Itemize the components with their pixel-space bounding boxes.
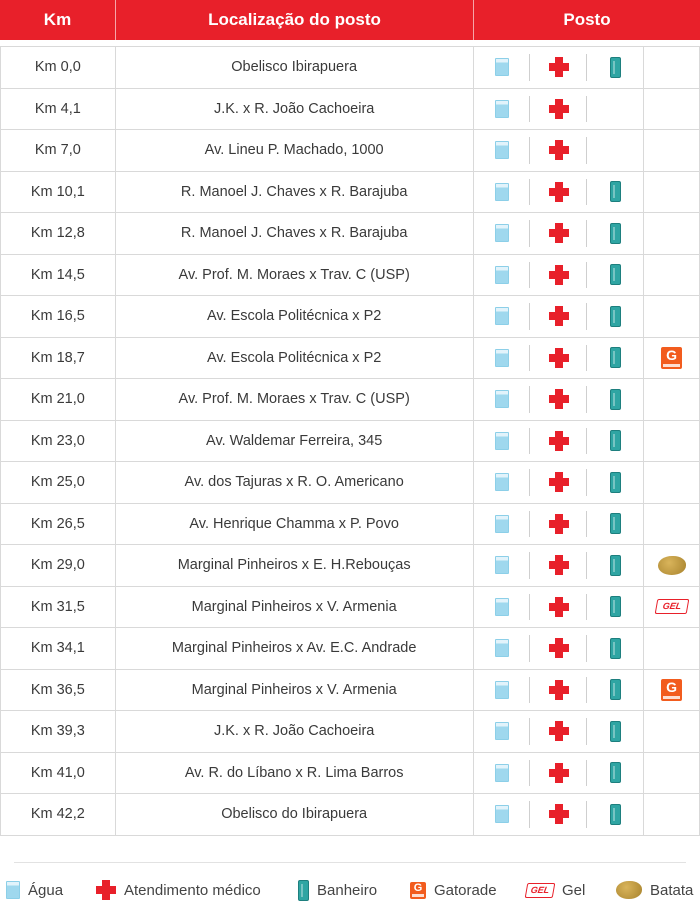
medical-cross-icon [549, 638, 569, 658]
medical-cross-icon [549, 99, 569, 119]
legend-label: Água [28, 881, 64, 899]
medical-cross-icon [549, 555, 569, 575]
water-icon [495, 58, 509, 76]
row-localizacao: R. Manoel J. Chaves x R. Barajuba [116, 172, 474, 213]
gatorade-icon: G [410, 882, 426, 899]
row-localizacao: Marginal Pinheiros x V. Armenia [116, 670, 474, 711]
bathroom-icon [610, 264, 621, 285]
water-icon [495, 805, 509, 823]
gel-icon: GEL [654, 599, 689, 614]
row-km: Km 25,0 [1, 462, 116, 503]
row-icon-cell-extra [643, 753, 700, 794]
row-km: Km 41,0 [1, 753, 116, 794]
row-localizacao: Av. dos Tajuras x R. O. Americano [116, 462, 474, 503]
row-icon-cell-banh [587, 338, 644, 379]
row-icon-cell-agua [474, 794, 531, 835]
row-icon-cell-agua [474, 587, 531, 628]
row-icon-cell-banh [587, 628, 644, 669]
row-km: Km 14,5 [1, 255, 116, 296]
gatorade-icon: G [661, 347, 682, 369]
row-icon-cell-extra [643, 462, 700, 503]
row-icon-cell-med [530, 711, 587, 752]
table-row [1, 794, 700, 836]
bathroom-icon [298, 880, 309, 901]
bathroom-icon [610, 555, 621, 576]
row-icon-cell-agua [474, 545, 531, 586]
bathroom-icon [610, 679, 621, 700]
row-icon-cell-med [530, 89, 587, 130]
medical-cross-icon [549, 680, 569, 700]
row-icon-cell-banh [587, 255, 644, 296]
medical-cross-icon [549, 597, 569, 617]
bathroom-icon [610, 430, 621, 451]
medical-cross-icon [549, 306, 569, 326]
row-icon-cell-agua [474, 753, 531, 794]
water-icon [495, 473, 509, 491]
row-icon-cell-med [530, 753, 587, 794]
table-row [1, 47, 700, 89]
water-icon [495, 349, 509, 367]
row-icon-cell-banh [587, 545, 644, 586]
row-localizacao: Av. Escola Politécnica x P2 [116, 338, 474, 379]
row-icon-cell-agua [474, 711, 531, 752]
water-icon [495, 556, 509, 574]
row-icon-cell-agua [474, 504, 531, 545]
table-row [1, 545, 700, 587]
row-icon-cell-med [530, 794, 587, 835]
bathroom-icon [610, 347, 621, 368]
row-icon-cell-med [530, 628, 587, 669]
row-icon-cell-med [530, 421, 587, 462]
row-icon-cell-med [530, 670, 587, 711]
row-icon-cell-banh [587, 296, 644, 337]
row-icon-cell-agua [474, 213, 531, 254]
water-icon [6, 881, 20, 899]
row-localizacao: Av. Waldemar Ferreira, 345 [116, 421, 474, 462]
medical-cross-icon [549, 763, 569, 783]
table-row [1, 130, 700, 172]
medical-cross-icon [549, 389, 569, 409]
table-row [1, 628, 700, 670]
row-icon-cell-agua [474, 172, 531, 213]
bathroom-icon [610, 57, 621, 78]
row-icon-cell-extra [643, 379, 700, 420]
header-km: Km [0, 0, 116, 40]
legend-label: Banheiro [317, 881, 378, 899]
row-icon-cell-agua [474, 379, 531, 420]
row-km: Km 16,5 [1, 296, 116, 337]
row-km: Km 31,5 [1, 587, 116, 628]
medical-cross-icon [549, 182, 569, 202]
table-row [1, 753, 700, 795]
row-icon-cell-banh [587, 462, 644, 503]
row-icon-cell-banh [587, 711, 644, 752]
row-icon-cell-banh [587, 753, 644, 794]
row-km: Km 36,5 [1, 670, 116, 711]
table-row [1, 421, 700, 463]
water-icon [495, 681, 509, 699]
table-row [1, 462, 700, 504]
water-icon [495, 432, 509, 450]
bathroom-icon [610, 181, 621, 202]
row-icon-cell-banh [587, 421, 644, 462]
bathroom-icon [610, 223, 621, 244]
medical-cross-icon [549, 514, 569, 534]
water-icon [495, 515, 509, 533]
legend-item-gatorade [410, 882, 497, 899]
row-icon-cell-extra [643, 172, 700, 213]
table-row [1, 338, 700, 380]
table-row [1, 89, 700, 131]
medical-cross-icon [549, 721, 569, 741]
row-icon-cell-extra [643, 587, 700, 628]
bathroom-icon [610, 762, 621, 783]
row-localizacao: Marginal Pinheiros x V. Armenia [116, 587, 474, 628]
row-icon-cell-banh [587, 670, 644, 711]
table-row [1, 379, 700, 421]
row-icon-cell-extra [643, 545, 700, 586]
water-icon [495, 639, 509, 657]
water-icon [495, 141, 509, 159]
medical-cross-icon [96, 880, 116, 900]
row-localizacao: Marginal Pinheiros x E. H.Rebouças [116, 545, 474, 586]
row-icon-cell-banh [587, 47, 644, 88]
row-km: Km 21,0 [1, 379, 116, 420]
table-row [1, 255, 700, 297]
row-icon-cell-extra [643, 670, 700, 711]
row-icon-cell-extra [643, 338, 700, 379]
legend-divider [14, 862, 686, 863]
row-icon-cell-banh [587, 794, 644, 835]
row-localizacao: J.K. x R. João Cachoeira [116, 89, 474, 130]
potato-icon [616, 881, 642, 899]
row-icon-cell-agua [474, 421, 531, 462]
row-icon-cell-med [530, 130, 587, 171]
medical-cross-icon [549, 223, 569, 243]
row-localizacao: J.K. x R. João Cachoeira [116, 711, 474, 752]
row-localizacao: Obelisco Ibirapuera [116, 47, 474, 88]
row-km: Km 26,5 [1, 504, 116, 545]
row-icon-cell-agua [474, 130, 531, 171]
water-icon [495, 598, 509, 616]
row-localizacao: R. Manoel J. Chaves x R. Barajuba [116, 213, 474, 254]
row-icon-cell-agua [474, 462, 531, 503]
row-icon-cell-extra [643, 130, 700, 171]
row-icon-cell-med [530, 587, 587, 628]
legend-item-banh [298, 880, 377, 901]
legend-item-batata [616, 881, 693, 899]
header-localizacao: Localização do posto [116, 0, 474, 40]
row-icon-cell-agua [474, 338, 531, 379]
medical-cross-icon [549, 804, 569, 824]
water-icon [495, 307, 509, 325]
bathroom-icon [610, 804, 621, 825]
row-icon-cell-med [530, 504, 587, 545]
row-km: Km 18,7 [1, 338, 116, 379]
row-icon-cell-extra [643, 213, 700, 254]
row-icon-cell-med [530, 296, 587, 337]
row-icon-cell-extra [643, 711, 700, 752]
legend-label: Gatorade [434, 881, 497, 899]
row-icon-cell-extra [643, 628, 700, 669]
medical-cross-icon [549, 348, 569, 368]
posts-table [0, 46, 700, 836]
row-localizacao: Av. Prof. M. Moraes x Trav. C (USP) [116, 379, 474, 420]
row-localizacao: Av. Henrique Chamma x P. Povo [116, 504, 474, 545]
row-localizacao: Obelisco do Ibirapuera [116, 794, 474, 835]
row-icon-cell-agua [474, 670, 531, 711]
row-icon-cell-banh [587, 172, 644, 213]
row-icon-cell-banh [587, 89, 644, 130]
table-header [0, 0, 700, 40]
row-icon-cell-banh [587, 379, 644, 420]
row-icon-cell-med [530, 338, 587, 379]
bathroom-icon [610, 721, 621, 742]
row-icon-cell-agua [474, 89, 531, 130]
row-icon-cell-med [530, 213, 587, 254]
row-localizacao: Marginal Pinheiros x Av. E.C. Andrade [116, 628, 474, 669]
row-km: Km 0,0 [1, 47, 116, 88]
row-km: Km 42,2 [1, 794, 116, 835]
row-icon-cell-banh [587, 587, 644, 628]
water-icon [495, 100, 509, 118]
legend-item-agua [6, 881, 63, 899]
water-icon [495, 224, 509, 242]
table-row [1, 296, 700, 338]
table-row [1, 504, 700, 546]
row-localizacao: Av. Escola Politécnica x P2 [116, 296, 474, 337]
legend-label: Atendimento médico [124, 881, 261, 899]
legend-item-gel [526, 882, 585, 899]
medical-cross-icon [549, 472, 569, 492]
medical-cross-icon [549, 265, 569, 285]
row-km: Km 39,3 [1, 711, 116, 752]
row-icon-cell-agua [474, 628, 531, 669]
bathroom-icon [610, 306, 621, 327]
bathroom-icon [610, 513, 621, 534]
row-icon-cell-extra [643, 255, 700, 296]
row-icon-cell-banh [587, 213, 644, 254]
legend-label: Gel [562, 881, 586, 899]
medical-cross-icon [549, 57, 569, 77]
gel-icon: GEL [525, 883, 556, 898]
medical-cross-icon [549, 140, 569, 160]
row-localizacao: Av. R. do Líbano x R. Lima Barros [116, 753, 474, 794]
row-icon-cell-med [530, 462, 587, 503]
row-icon-cell-extra [643, 794, 700, 835]
row-icon-cell-med [530, 379, 587, 420]
legend-item-med [96, 880, 261, 900]
row-km: Km 4,1 [1, 89, 116, 130]
row-icon-cell-agua [474, 255, 531, 296]
row-icon-cell-med [530, 47, 587, 88]
row-icon-cell-agua [474, 47, 531, 88]
row-icon-cell-banh [587, 504, 644, 545]
row-icon-cell-agua [474, 296, 531, 337]
medical-cross-icon [549, 431, 569, 451]
table-row [1, 711, 700, 753]
row-icon-cell-med [530, 255, 587, 296]
row-km: Km 29,0 [1, 545, 116, 586]
row-localizacao: Av. Lineu P. Machado, 1000 [116, 130, 474, 171]
water-icon [495, 183, 509, 201]
row-km: Km 7,0 [1, 130, 116, 171]
legend-label: Batata [650, 881, 694, 899]
gatorade-icon: G [661, 679, 682, 701]
water-icon [495, 390, 509, 408]
row-icon-cell-med [530, 172, 587, 213]
legend [0, 878, 700, 902]
table-row [1, 587, 700, 629]
row-icon-cell-banh [587, 130, 644, 171]
table-row [1, 670, 700, 712]
bathroom-icon [610, 389, 621, 410]
table-row [1, 213, 700, 255]
potato-icon [658, 556, 686, 575]
row-km: Km 23,0 [1, 421, 116, 462]
header-posto: Posto [563, 10, 611, 29]
table-row [1, 172, 700, 214]
row-km: Km 34,1 [1, 628, 116, 669]
bathroom-icon [610, 472, 621, 493]
row-icon-cell-extra [643, 421, 700, 462]
water-icon [495, 722, 509, 740]
row-icon-cell-extra [643, 296, 700, 337]
row-localizacao: Av. Prof. M. Moraes x Trav. C (USP) [116, 255, 474, 296]
water-icon [495, 764, 509, 782]
water-icon [495, 266, 509, 284]
row-icon-cell-extra [643, 89, 700, 130]
row-icon-cell-extra [643, 47, 700, 88]
row-km: Km 12,8 [1, 213, 116, 254]
bathroom-icon [610, 638, 621, 659]
row-icon-cell-med [530, 545, 587, 586]
row-km: Km 10,1 [1, 172, 116, 213]
row-icon-cell-extra [643, 504, 700, 545]
bathroom-icon [610, 596, 621, 617]
